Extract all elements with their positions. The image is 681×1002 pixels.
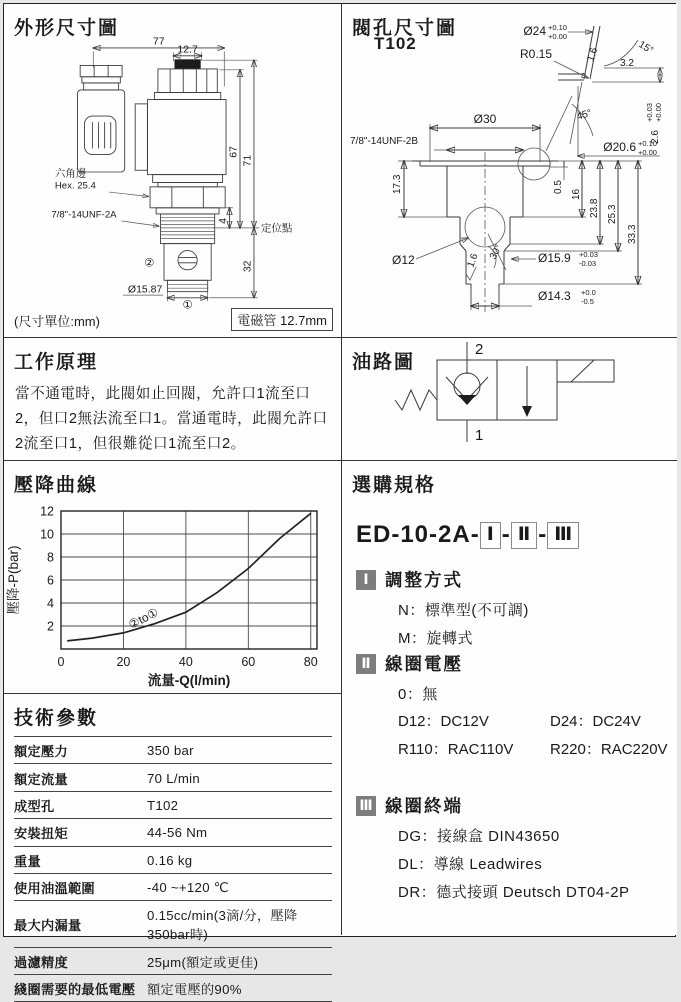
table-row [14,846,332,873]
svg-text:80: 80 [303,655,318,669]
param-value: T102 [147,791,332,818]
principle-text: 當不通電時，此閥如止回閥，允許口1流至口2，但口2無法流至口1。當通電時，此閥允許口2流至口1，但很難從口1流至口2。 [15,386,328,453]
param-label: 綫圈需要的最低電壓 [14,975,147,1002]
cavity-code: T102 [374,34,417,53]
unit-note: (尺寸單位:mm) [14,314,100,329]
locating-point-label: 定位點 [260,223,293,235]
panel-title: 工作原理 [14,352,99,373]
outline-dimension-panel [4,4,342,338]
svg-text:8: 8 [47,550,54,565]
thread-label: 7/8"-14UNF-2A [51,209,117,221]
dim-dia30: Ø30 [473,112,497,126]
param-value: 0.16 kg [147,846,332,873]
option-item: D12：DC12V [398,713,489,730]
table-row [14,764,332,791]
port-2-label: ② [144,257,155,270]
param-value: 350 bar [147,737,332,764]
param-value: -40 ~+120 ℃ [147,873,332,900]
section-title: 調整方式 [385,570,463,590]
table-row [14,737,332,764]
dim-dia24: Ø24 [523,24,546,38]
pressure-drop-chart [5,499,341,691]
table-row [14,901,332,947]
valve-outline-drawing [4,34,338,310]
working-principle-panel [4,338,342,461]
option-item: 0：無 [398,686,438,703]
model-slot-1: Ⅰ [480,522,501,549]
dim-dia12: Ø12 [392,253,415,267]
hex-label-cjk: 六角邊 [54,168,87,180]
dim-dia143-tol-top: +0.0 [581,288,596,297]
coil-tube-note: 電磁管 12.7mm [231,308,333,331]
section-head [356,567,671,592]
cavity-dimension-panel [342,4,677,338]
model-code [356,521,579,549]
param-value: 額定電壓的90% [147,975,332,1002]
dim-67: 67 [228,146,240,158]
dim-71: 71 [242,154,254,167]
param-value: 44-56 Nm [147,819,332,846]
section-head [356,793,671,818]
dim-r015: R0.15 [520,47,553,61]
param-label: 額定壓力 [14,737,147,764]
param-label: 成型孔 [14,791,147,818]
dim-4: 4 [218,217,230,224]
option-item: DG：接線盒 DIN43650 [398,828,560,845]
panel-title: 選購規格 [352,475,437,496]
svg-text:壓降-P(bar): 壓降-P(bar) [6,545,21,615]
table-row [14,791,332,818]
dim-angle45: 45° [575,107,594,123]
dim-dia159-tol-top: +0.03 [579,250,598,259]
port-2: 2 [475,341,484,358]
section-head [356,651,671,676]
voltage-option-grid [398,710,671,759]
param-label: 過濾精度 [14,947,147,974]
panel-title: 閥孔尺寸圖 [352,18,458,39]
technical-parameters-panel [4,694,342,998]
param-label: 最大内漏量 [14,901,147,947]
table-row [14,873,332,900]
dim-dia-15-87: Ø15.87 [127,284,163,296]
param-value: 70 L/min [147,764,332,791]
dim-32: 32 [242,260,254,273]
dim-dia206-tol-bot: +0.00 [638,148,657,157]
dim-dia143-tol-bot: -0.5 [581,297,594,306]
section-badge-2: Ⅱ [356,654,376,674]
dim-dia143: Ø14.3 [538,289,571,303]
panel-title: 壓降曲線 [14,475,99,496]
dim-dia24-tol-bot: +0.00 [548,32,567,41]
dim-33-3: 33.3 [627,224,638,244]
dim-3-2: 3.2 [620,58,634,69]
option-item: DR：德式接頭 Deutsch DT04-2P [398,884,630,901]
option-item: R110：RAC110V [398,741,514,758]
option-item: R220：RAC220V [550,741,668,758]
dim-2-6: 2.6 [650,130,661,144]
panel-title: 技術參數 [14,708,99,729]
param-label: 安裝扭矩 [14,819,147,846]
hex-label-en: Hex. 25.4 [54,180,96,192]
dim-angle30: 30° [487,242,505,262]
svg-text:②to①: ②to① [126,605,161,632]
ordering-section-coil-termination [356,793,671,902]
ordering-section-coil-voltage [356,651,671,759]
port-1: 1 [475,427,484,444]
port-1-label: ① [182,299,193,310]
dim-1-6b: 1.6 [465,252,481,270]
svg-text:0: 0 [57,655,65,669]
cavity-thread-label: 7/8"-14UNF-2B [350,136,419,147]
dim-25-3: 25.3 [607,204,618,224]
param-value: 0.15cc/min(3滴/分，壓降350bar時) [147,901,332,947]
dim-23-8: 23.8 [589,198,600,218]
svg-text:10: 10 [40,527,54,542]
option-item: D24：DC24V [550,713,641,730]
dim-12-7: 12.7 [177,44,198,56]
datasheet-page [3,3,676,998]
svg-text:流量-Q(l/min): 流量-Q(l/min) [147,673,231,688]
table-row [14,947,332,974]
option-item: N：標準型(不可調) [398,602,529,619]
option-item: M：旋轉式 [398,630,473,647]
svg-text:12: 12 [40,504,54,519]
dim-2-6-tol-top: +0.03 [645,103,654,122]
dim-dia206-tol-top: +0.10 [638,139,657,148]
model-slot-2: Ⅱ [511,522,538,549]
dim-16: 16 [571,188,582,200]
param-label: 重量 [14,846,147,873]
section-badge-3: Ⅲ [356,796,376,816]
pressure-drop-panel [4,461,342,694]
section-title: 線圈電壓 [385,654,463,674]
svg-text:60: 60 [241,655,256,669]
param-label: 額定流量 [14,764,147,791]
oil-circuit-panel [342,338,677,461]
dim-dia159: Ø15.9 [538,251,571,265]
hydraulic-symbol [342,338,677,461]
svg-text:2: 2 [47,619,54,634]
model-slot-3: Ⅲ [547,522,579,549]
table-row [14,975,332,1002]
dim-dia206: Ø20.6 [603,140,636,154]
dim-17-3: 17.3 [392,174,403,194]
svg-text:4: 4 [47,596,54,611]
dim-dia24-tol-top: +0.10 [548,23,567,32]
section-title: 線圈終端 [385,796,463,816]
dim-77: 77 [152,36,165,48]
dim-angle15: 15° [636,39,656,57]
panel-title: 外形尺寸圖 [14,18,120,39]
ordering-section-adjustment [356,567,671,648]
param-value: 25μm(額定或更佳) [147,947,332,974]
section-badge-1: Ⅰ [356,570,376,590]
ordering-panel [342,461,677,935]
cavity-drawing [342,4,677,338]
table-row [14,819,332,846]
dim-0-5: 0.5 [553,180,564,194]
panel-title: 油路圖 [352,352,416,373]
param-label: 使用油溫範圍 [14,873,147,900]
dim-1-6: 1.6 [585,46,601,63]
dim-2-6-tol-bot: +0.00 [654,103,663,122]
svg-text:6: 6 [47,573,54,588]
option-item: DL：導線 Leadwires [398,856,543,873]
svg-text:20: 20 [116,655,131,669]
dim-dia159-tol-bot: -0.03 [579,259,597,268]
svg-text:40: 40 [178,655,193,669]
model-prefix: ED-10-2A- [356,521,480,548]
model-dash: - [538,521,547,548]
parameters-table [14,736,332,1002]
model-dash: - [501,521,510,548]
